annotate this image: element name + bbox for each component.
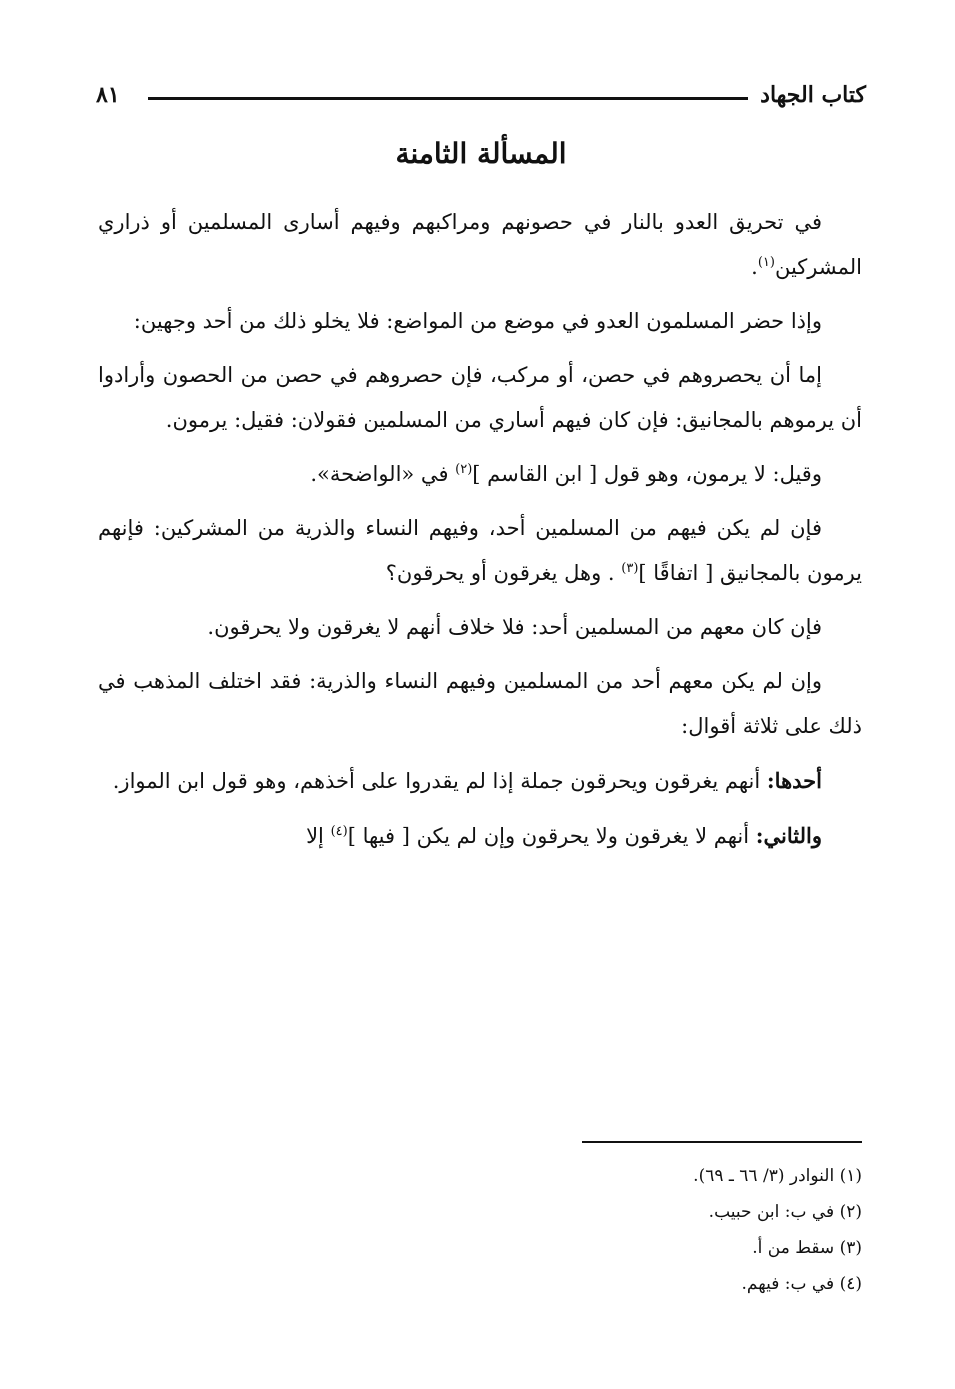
paragraph-text: أنهم يغرقون ويحرقون جملة إذا لم يقدروا على أخذهم، وهو قول ابن المواز. — [112, 769, 767, 793]
paragraph-tail: . — [751, 255, 758, 279]
paragraph-9 — [98, 813, 862, 859]
footnote-ref: (٣) — [621, 561, 639, 576]
paragraph-text: في تحريق العدو بالنار في حصونهم ومراكبهم وفيهم أسارى المسلمين أو ذراري المشركين — [98, 210, 862, 279]
footnote-1: (١) النوادر (٣/ ٦٦ ـ ٦٩). — [693, 1166, 862, 1186]
header-title: كتاب الجهاد — [760, 82, 866, 108]
footnote-ref: (١) — [757, 255, 775, 270]
paragraph-5 — [98, 506, 862, 596]
section-heading: المسألة الثامنة — [395, 137, 567, 170]
footnote-ref: (٤) — [330, 824, 348, 839]
footnotes — [500, 1158, 862, 1302]
paragraph-8 — [98, 758, 862, 804]
paragraph-tail: في «الواضحة». — [310, 462, 456, 486]
footnote-3: (٣) سقط من أ. — [752, 1238, 862, 1258]
paragraph-lead: أحدها: — [766, 768, 822, 793]
paragraph-3 — [98, 353, 862, 443]
paragraph-text: أنهم لا يغرقون ولا يحرقون وإن لم يكن [ فيها ] — [347, 824, 756, 848]
paragraph-7 — [98, 659, 862, 749]
paragraph-tail: . وهل يغرقون أو يحرقون؟ — [385, 561, 622, 585]
paragraph-text: فإن كان معهم من المسلمين أحد: فلا خلاف أنهم لا يغرقون ولا يحرقون. — [207, 615, 822, 639]
paragraph-text: وقيل: لا يرمون، وهو قول [ ابن القاسم ] — [472, 462, 822, 486]
paragraph-text: فإن لم يكن فيهم من المسلمين أحد، وفيهم النساء والذرية من المشركين: فإنهم يرمون بالمجانيق [ اتفاقًا ] — [98, 516, 862, 585]
paragraph-text: وإن لم يكن معهم أحد من المسلمين وفيهم النساء والذرية: فقد اختلف المذهب في ذلك على ثلاثة أقوال: — [98, 669, 862, 738]
footnote-4: (٤) في ب: فيهم. — [741, 1274, 862, 1294]
paragraph-1 — [98, 200, 862, 290]
footnote-separator — [582, 1141, 862, 1143]
body-text — [98, 200, 862, 868]
paragraph-text: إما أن يحصروهم في حصن، أو مركب، فإن حصروهم في حصن من الحصون وأرادوا أن يرموهم بالمجانيق: فإن كان فيهم أساري من المسلمين فقولان: فقيل: يرمون. — [98, 363, 862, 432]
header-rule — [148, 97, 748, 100]
footnote-ref: (٢) — [455, 462, 473, 477]
page-number: ٨١ — [96, 82, 120, 108]
paragraph-6 — [98, 605, 862, 650]
paragraph-tail: إلا — [306, 824, 331, 848]
footnote-2: (٢) في ب: ابن حبيب. — [708, 1202, 862, 1222]
running-header — [96, 82, 866, 122]
paragraph-2 — [98, 299, 862, 344]
paragraph-text: وإذا حضر المسلمون العدو في موضع من المواضع: فلا يخلو ذلك من أحد وجهين: — [133, 309, 822, 333]
paragraph-4 — [98, 452, 862, 497]
paragraph-lead: والثاني: — [755, 823, 822, 848]
